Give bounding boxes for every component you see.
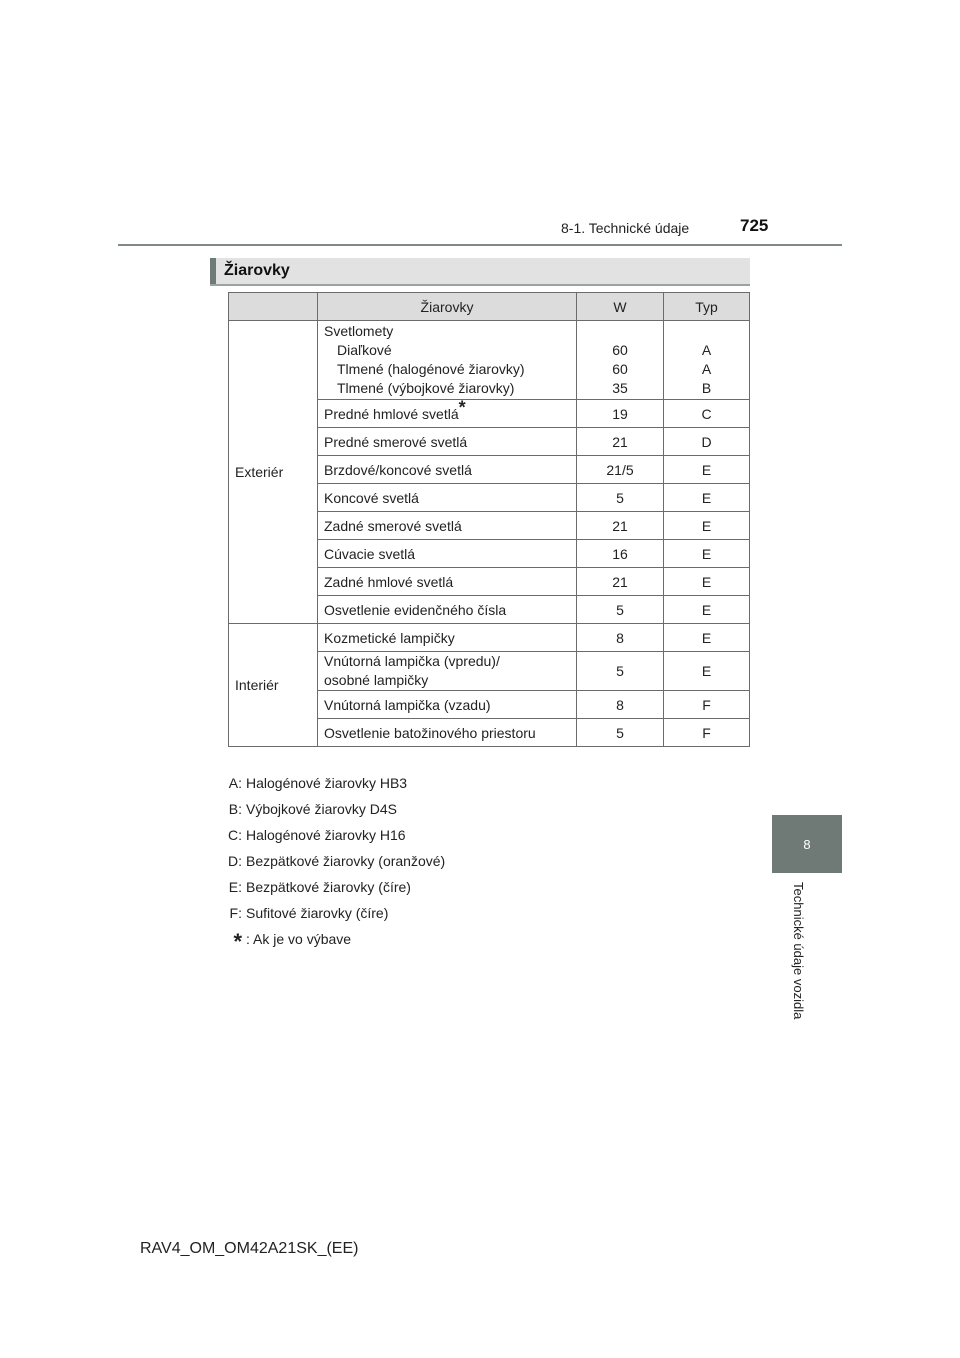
cell-watt: 16 (577, 540, 664, 568)
cell-bulb-name: Cúvacie svetlá (318, 540, 577, 568)
cell-bulb-name (318, 396, 577, 428)
cell-type: E (664, 540, 750, 568)
footnote-asterisk: * (233, 929, 242, 954)
cell-type: E (664, 484, 750, 512)
chapter-tab-number: 8 (803, 836, 811, 852)
headlights-watt-cell (577, 321, 664, 400)
cell-watt: 21/5 (577, 456, 664, 484)
cell-bulb-name: Brzdové/koncové svetlá (318, 456, 577, 484)
bulb-name-line: osobné lampičky (324, 672, 429, 688)
header-type: Typ (664, 293, 750, 321)
headlight-item: Tlmené (halogénové žiarovky) (337, 361, 525, 377)
footnote-marker: * (458, 396, 466, 417)
cell-bulb-name: Koncové svetlá (318, 484, 577, 512)
cell-bulb-name: Kozmetické lampičky (318, 624, 577, 652)
headlights-cell (318, 321, 577, 400)
headlights-type-cell (664, 321, 750, 400)
chapter-tab[interactable] (772, 815, 842, 873)
section-heading (210, 258, 750, 286)
section-heading-marker (210, 258, 216, 284)
table-row (229, 624, 750, 652)
cell-type: E (664, 652, 750, 691)
bulb-name-text: Predné hmlové svetlá (324, 405, 459, 422)
cell-watt: 21 (577, 428, 664, 456)
chapter-tab-label: Technické údaje vozidla (791, 882, 806, 1020)
cell-bulb-name: Predné smerové svetlá (318, 428, 577, 456)
legend-key: F: (229, 905, 242, 921)
header-bulbs: Žiarovky (318, 293, 577, 321)
cell-bulb-name (318, 652, 577, 691)
cell-watt: 8 (577, 624, 664, 652)
headlight-item: Diaľkové (337, 342, 392, 358)
header-watt: W (577, 293, 664, 321)
category-exterior: Exteriér (229, 321, 318, 624)
legend-key: C: (228, 827, 242, 843)
cell-bulb-name: Zadné hmlové svetlá (318, 568, 577, 596)
cell-watt: 5 (577, 596, 664, 624)
chapter-title: 8-1. Technické údaje (561, 220, 690, 236)
cell-type: E (664, 512, 750, 540)
header-divider (118, 244, 842, 246)
cell-watt: 5 (577, 484, 664, 512)
cell-type: E (664, 568, 750, 596)
cell-bulb-name: Osvetlenie batožinového priestoru (318, 719, 577, 747)
legend-text: Sufitové žiarovky (číre) (246, 905, 389, 921)
headlight-item: Tlmené (výbojkové žiarovky) (337, 380, 515, 396)
cell-type: F (664, 691, 750, 719)
legend-text: Bezpätkové žiarovky (číre) (246, 879, 411, 895)
legend-text: Halogénové žiarovky HB3 (246, 775, 408, 791)
cell-type: E (664, 456, 750, 484)
page-number: 725 (740, 216, 769, 235)
legend-key: B: (228, 801, 242, 817)
legend-text: Výbojkové žiarovky D4S (246, 801, 397, 817)
cell-watt: 21 (577, 512, 664, 540)
legend-key: E: (228, 879, 242, 895)
legend-text: Bezpätkové žiarovky (oranžové) (246, 853, 446, 869)
cell-type: E (664, 624, 750, 652)
footnote-text: : Ak je vo výbave (246, 931, 352, 947)
table-header-row (229, 293, 750, 321)
section-heading-text: Žiarovky (224, 262, 290, 279)
legend-item (220, 904, 445, 930)
headlights-title: Svetlomety (324, 323, 394, 339)
cell-bulb-name: Osvetlenie evidenčného čísla (318, 596, 577, 624)
cell-type: E (664, 596, 750, 624)
cell-bulb-name: Vnútorná lampička (vzadu) (318, 691, 577, 719)
cell-type: A (701, 361, 712, 377)
cell-watt: 5 (577, 719, 664, 747)
legend-item (220, 826, 445, 852)
header-empty-cell (229, 293, 318, 321)
cell-watt: 60 (612, 361, 628, 377)
legend-text: Halogénové žiarovky H16 (246, 827, 406, 843)
table-row (229, 321, 750, 400)
cell-watt: 35 (612, 380, 628, 396)
document-id: RAV4_OM_OM42A21SK_(EE) (140, 1240, 359, 1257)
cell-watt: 21 (577, 568, 664, 596)
cell-watt: 5 (577, 652, 664, 691)
cell-watt: 60 (612, 342, 628, 358)
category-interior: Interiér (229, 624, 318, 747)
cell-type: D (664, 428, 750, 456)
bulbs-table (228, 292, 750, 747)
type-legend (220, 774, 445, 956)
cell-type: C (664, 400, 750, 428)
cell-type: A (701, 342, 712, 358)
legend-item (220, 878, 445, 904)
legend-key: A: (228, 775, 242, 791)
legend-key: D: (228, 853, 242, 869)
footnote (220, 930, 445, 956)
cell-bulb-name: Zadné smerové svetlá (318, 512, 577, 540)
cell-type: F (664, 719, 750, 747)
legend-item (220, 800, 445, 826)
cell-watt: 19 (577, 400, 664, 428)
bulb-name-line: Vnútorná lampička (vpredu)/ (324, 653, 500, 669)
cell-type: B (701, 380, 712, 396)
legend-item (220, 774, 445, 800)
legend-item (220, 852, 445, 878)
cell-watt: 8 (577, 691, 664, 719)
